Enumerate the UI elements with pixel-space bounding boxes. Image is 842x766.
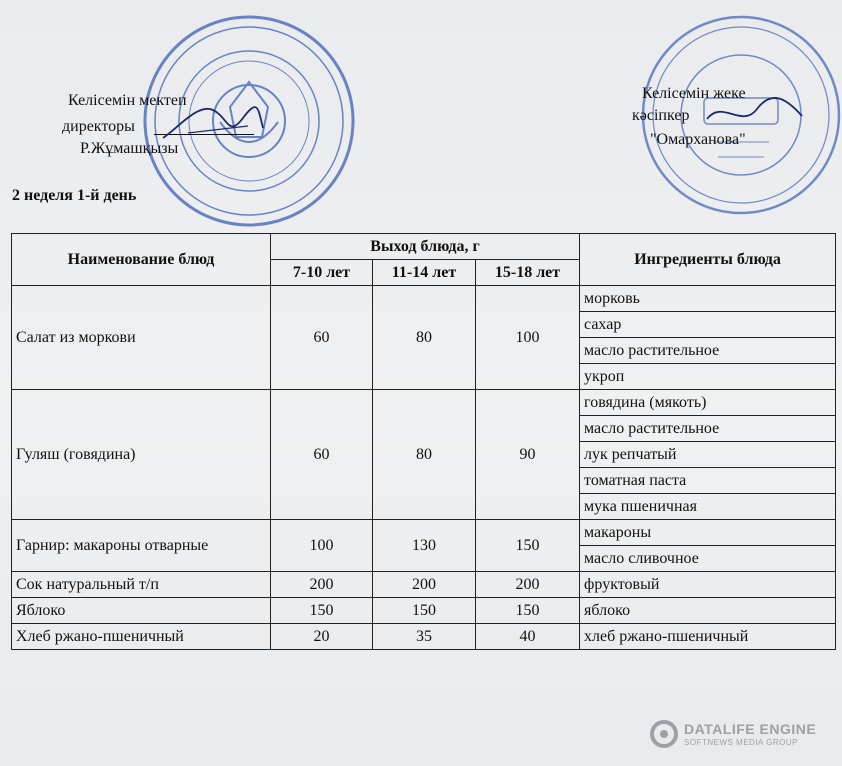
dish-name: Сок натуральный т/п (12, 572, 271, 598)
portion-15-18: 40 (476, 624, 580, 650)
portion-11-14: 80 (373, 286, 476, 390)
watermark-brand: DATALIFE ENGINE (684, 721, 817, 737)
dish-name: Гарнир: макароны отварные (12, 520, 271, 572)
ingredient-cell: масло сливочное (580, 546, 836, 572)
ingredient-cell: масло растительное (580, 416, 836, 442)
watermark-sub: SOFTNEWS MEDIA GROUP (684, 738, 799, 747)
dish-name: Гуляш (говядина) (12, 390, 271, 520)
portion-15-18: 150 (476, 520, 580, 572)
ingredient-cell: морковь (580, 286, 836, 312)
approval-right-line3: "Омарханова" (650, 131, 746, 148)
table-row (12, 598, 836, 624)
portion-7-10: 100 (271, 520, 373, 572)
table-row (12, 624, 836, 650)
signature-left (158, 98, 268, 148)
header-age-7-10: 7-10 лет (271, 260, 373, 286)
header-output: Выход блюда, г (271, 234, 580, 260)
table-header-row (12, 234, 836, 260)
ingredient-cell: фруктовый (580, 572, 836, 598)
ingredient-cell: томатная паста (580, 468, 836, 494)
approval-left-line3: Р.Жұмашқызы (80, 140, 179, 157)
portion-15-18: 200 (476, 572, 580, 598)
header-ingredients: Ингредиенты блюда (580, 234, 836, 286)
table-row (12, 286, 836, 312)
approval-right-line2: кәсіпкер (632, 107, 690, 124)
ingredient-cell: укроп (580, 364, 836, 390)
dish-name: Салат из моркови (12, 286, 271, 390)
ingredient-cell: говядина (мякоть) (580, 390, 836, 416)
header-dish-name: Наименование блюд (12, 234, 271, 286)
approval-left-line1: Келісемін мектеп (68, 92, 187, 109)
portion-11-14: 200 (373, 572, 476, 598)
portion-7-10: 20 (271, 624, 373, 650)
ingredient-cell: масло растительное (580, 338, 836, 364)
dish-name: Хлеб ржано-пшеничный (12, 624, 271, 650)
ingredient-cell: макароны (580, 520, 836, 546)
day-title: 2 неделя 1-й день (12, 187, 137, 204)
table-row (12, 390, 836, 416)
header-age-11-14: 11-14 лет (373, 260, 476, 286)
datalife-logo-icon (650, 720, 678, 748)
dish-name: Яблоко (12, 598, 271, 624)
approval-left-line2: директоры (62, 118, 135, 135)
portion-7-10: 150 (271, 598, 373, 624)
portion-11-14: 80 (373, 390, 476, 520)
portion-7-10: 60 (271, 286, 373, 390)
portion-7-10: 60 (271, 390, 373, 520)
datalife-watermark (650, 720, 830, 750)
portion-7-10: 200 (271, 572, 373, 598)
header-age-15-18: 15-18 лет (476, 260, 580, 286)
portion-15-18: 90 (476, 390, 580, 520)
ingredient-cell: мука пшеничная (580, 494, 836, 520)
ingredient-cell: хлеб ржано-пшеничный (580, 624, 836, 650)
portion-11-14: 35 (373, 624, 476, 650)
ingredient-cell: лук репчатый (580, 442, 836, 468)
signature-right (702, 94, 812, 134)
portion-15-18: 150 (476, 598, 580, 624)
table-row (12, 520, 836, 546)
portion-11-14: 150 (373, 598, 476, 624)
table-row (12, 572, 836, 598)
ingredient-cell: яблоко (580, 598, 836, 624)
portion-15-18: 100 (476, 286, 580, 390)
ingredient-cell: сахар (580, 312, 836, 338)
menu-table (11, 233, 836, 650)
portion-11-14: 130 (373, 520, 476, 572)
approval-right-line1: Келісемін жеке (642, 85, 746, 102)
